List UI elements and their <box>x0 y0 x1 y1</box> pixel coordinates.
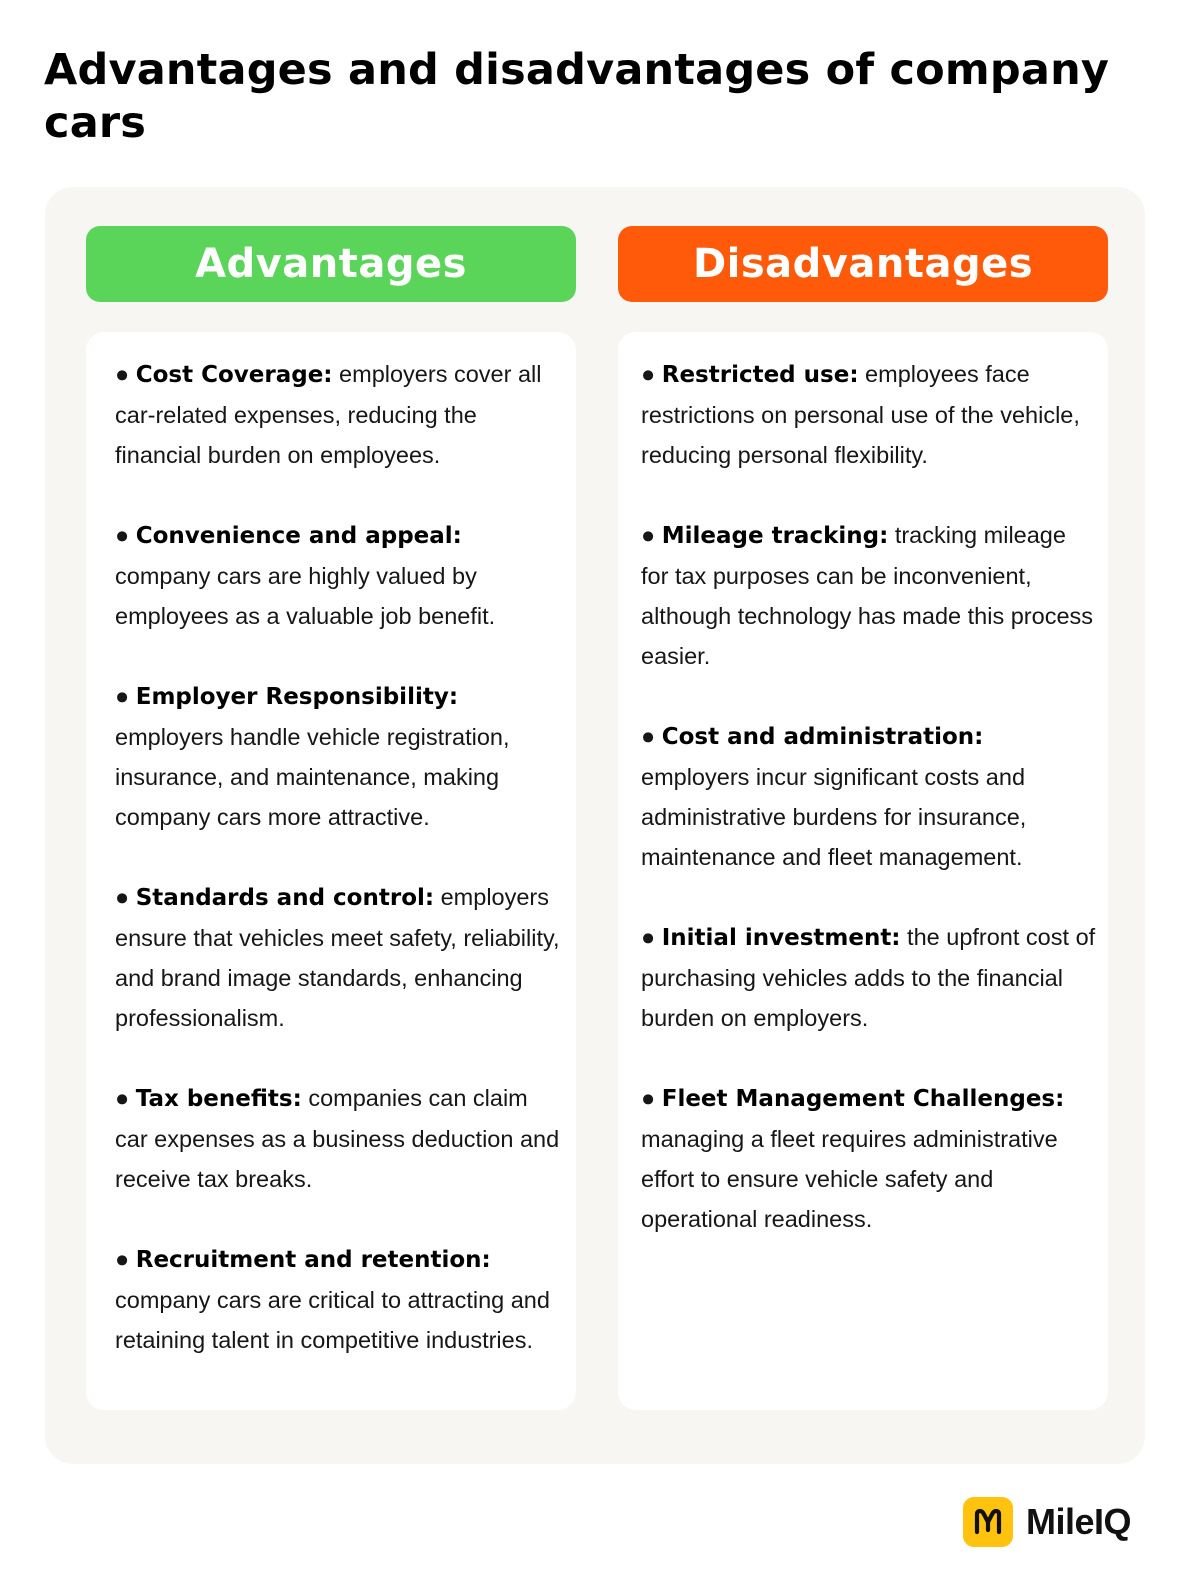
advantage-item-lead: Cost Coverage: <box>135 362 333 388</box>
advantage-item: ● Employer Responsibility: employers handle vehicle registration, insurance, and maintenance, making company cars more attractive. <box>115 683 510 830</box>
brand-logo <box>963 1497 1131 1547</box>
advantage-item-text: company cars are critical to attracting and retaining talent in competitive industries. <box>115 1287 550 1353</box>
advantage-item-text: company cars are highly valued by employees as a valuable job benefit. <box>115 563 496 629</box>
advantage-item-text: employers cover all car-related expenses, reducing the financial burden on employees. <box>115 361 542 468</box>
advantage-item-lead: Convenience and appeal: <box>135 523 462 549</box>
brand-name: MileIQ <box>1026 1501 1132 1542</box>
advantage-item: ● Recruitment and retention: company cars are critical to attracting and retaining talent in competitive industries. <box>115 1246 550 1353</box>
advantages-card <box>86 332 576 1410</box>
advantage-item: ● Convenience and appeal: company cars are highly valued by employees as a valuable job benefit. <box>115 522 496 629</box>
disadvantage-item-lead: Fleet Management Challenges: <box>661 1086 1065 1112</box>
advantage-item-text: companies can claim car expenses as a business deduction and receive tax breaks. <box>115 1085 560 1192</box>
disadvantage-item-text: tracking mileage for tax purposes can be inconvenient, although technology has made this process easier. <box>641 522 1094 669</box>
disadvantage-item-text: employees face restrictions on personal use of the vehicle, reducing personal flexibility. <box>641 361 1080 468</box>
page-title: Advantages and disadvantages of company cars <box>44 45 1110 148</box>
advantage-item-lead: Standards and control: <box>135 885 435 911</box>
advantage-item-text: employers ensure that vehicles meet safety, reliability, and brand image standards, enhancing professionalism. <box>115 884 560 1031</box>
advantage-item: ● Tax benefits: companies can claim car expenses as a business deduction and receive tax breaks. <box>115 1085 560 1192</box>
advantage-item-lead: Tax benefits: <box>135 1086 302 1112</box>
disadvantage-item: ● Mileage tracking: tracking mileage for tax purposes can be inconvenient, although technology has made this process easier. <box>641 522 1094 669</box>
disadvantage-item: ● Fleet Management Challenges: managing a fleet requires administrative effort to ensure vehicle safety and operational readiness. <box>641 1085 1065 1232</box>
advantage-item-text: employers handle vehicle registration, insurance, and maintenance, making company cars more attractive. <box>115 724 510 830</box>
disadvantages-card <box>618 332 1108 1410</box>
mileiq-logo-icon <box>963 1497 1013 1547</box>
advantage-item-lead: Recruitment and retention: <box>135 1247 491 1273</box>
disadvantage-item-text: managing a fleet requires administrative effort to ensure vehicle safety and operational readiness. <box>641 1126 1058 1232</box>
disadvantage-item-lead: Cost and administration: <box>661 724 984 750</box>
disadvantage-item-lead: Mileage tracking: <box>661 523 889 549</box>
disadvantage-item-lead: Restricted use: <box>661 362 859 388</box>
disadvantage-item: ● Initial investment: the upfront cost of purchasing vehicles adds to the financial burden on employers. <box>641 924 1096 1031</box>
advantage-item: ● Cost Coverage: employers cover all car-related expenses, reducing the financial burden on employees. <box>115 361 542 468</box>
disadvantage-item: ● Cost and administration: employers incur significant costs and administrative burdens for insurance, maintenance and fleet management. <box>641 723 1027 870</box>
disadvantage-item-text: employers incur significant costs and administrative burdens for insurance, maintenance and fleet management. <box>641 764 1027 870</box>
disadvantage-item-text: the upfront cost of purchasing vehicles adds to the financial burden on employers. <box>641 924 1096 1031</box>
advantage-item-lead: Employer Responsibility: <box>135 684 459 710</box>
advantages-header: Advantages <box>86 226 576 302</box>
disadvantages-header: Disadvantages <box>618 226 1108 302</box>
disadvantage-item-lead: Initial investment: <box>661 925 901 951</box>
disadvantage-item: ● Restricted use: employees face restrictions on personal use of the vehicle, reducing personal flexibility. <box>641 361 1080 468</box>
advantage-item: ● Standards and control: employers ensure that vehicles meet safety, reliability, and brand image standards, enhancing professionalism. <box>115 884 560 1031</box>
